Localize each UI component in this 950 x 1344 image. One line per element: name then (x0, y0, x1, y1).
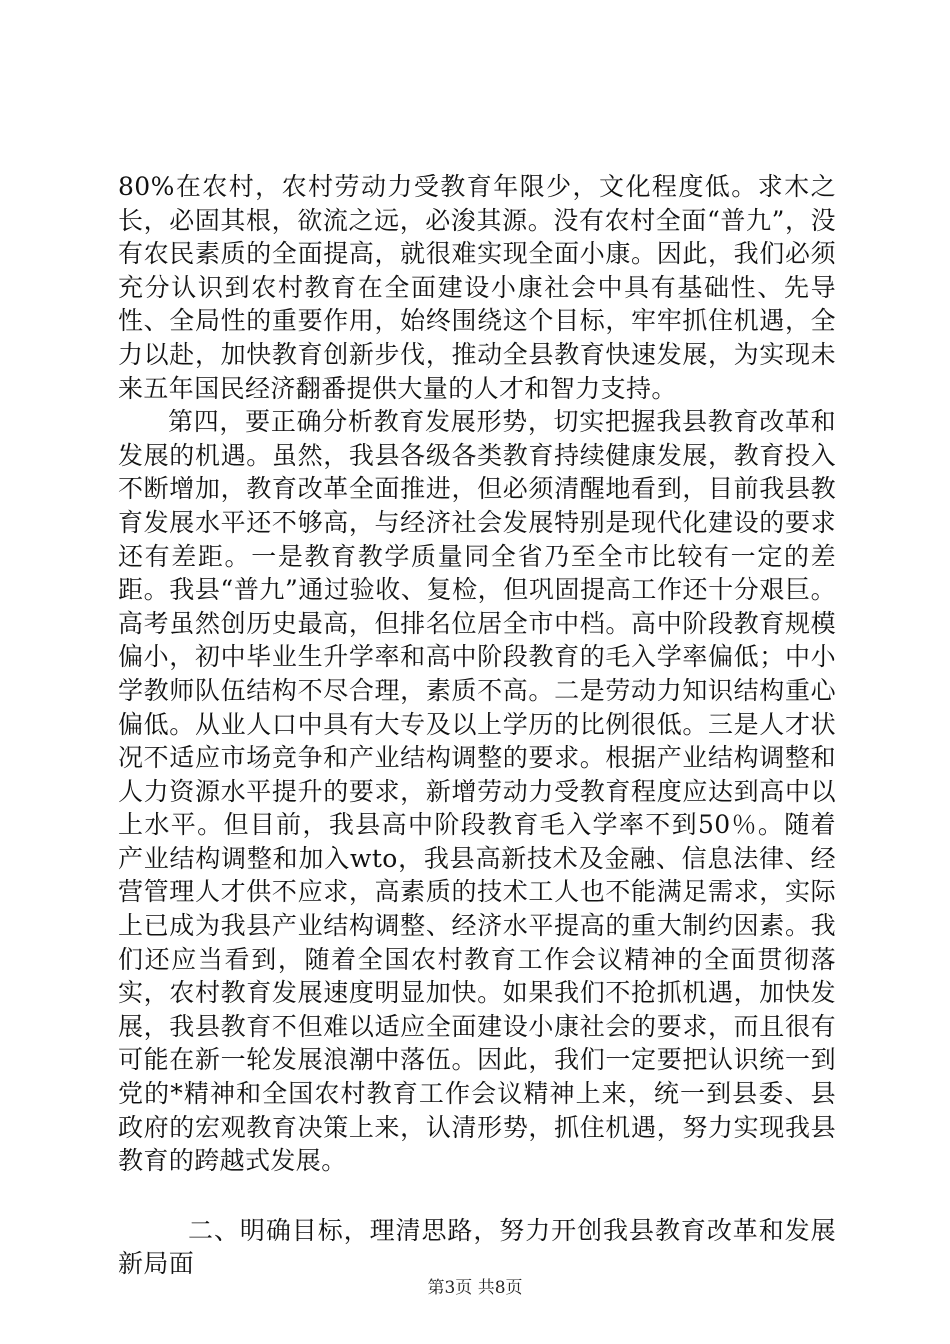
document-body (118, 170, 836, 1281)
paragraph-fourth-point: 第四，要正确分析教育发展形势，切实把握我县教育改革和发展的机遇。虽然，我县各级各类教育持续健康发展，教育投入不断增加，教育改革全面推进，但必须清醒地看到，目前我县教育发展水平还不够高，与经济社会发展特别是现代化建设的要求还有差距。一是教育教学质量同全省乃至全市比较有一定的差距。我县“普九”通过验收、复检，但巩固提高工作还十分艰巨。高考虽然创历史最高，但排名位居全市中档。高中阶段教育规模偏小，初中毕业生升学率和高中阶段教育的毛入学率偏低；中小学教师队伍结构不尽合理，素质不高。二是劳动力知识结构重心偏低。从业人口中具有大专及以上学历的比例很低。三是人才状况不适应市场竞争和产业结构调整的要求。根据产业结构调整和人力资源水平提升的要求，新增劳动力受教育程度应达到高中以上水平。但目前，我县高中阶段教育毛入学率不到50％。随着产业结构调整和加入wto，我县高新技术及金融、信息法律、经营管理人才供不应求，高素质的技术工人也不能满足需求，实际上已成为我县产业结构调整、经济水平提高的重大制约因素。我们还应当看到，随着全国农村教育工作会议精神的全面贯彻落实，农村教育发展速度明显加快。如果我们不抢抓机遇，加快发展，我县教育不但难以适应全面建设小康社会的要求，而且很有可能在新一轮发展浪潮中落伍。因此，我们一定要把认识统一到党的*精神和全国农村教育工作会议精神上来，统一到县委、县政府的宏观教育决策上来，认清形势，抓住机遇，努力实现我县教育的跨越式发展。 (118, 407, 836, 1176)
page-number-footer: 第3页 共8页 (427, 1278, 523, 1298)
paragraph-continued: 80%在农村，农村劳动力受教育年限少，文化程度低。求木之长，必固其根，欲流之远，必浚其源。没有农村全面“普九”，没有农民素质的全面提高，就很难实现全面小康。因此，我们必须充分认识到农村教育在全面建设小康社会中具有基础性、先导性、全局性的重要作用，始终围绕这个目标，牢牢抓住机遇，全力以赴，加快教育创新步伐，推动全县教育快速发展，为实现未来五年国民经济翻番提供大量的人才和智力支持。 (118, 172, 836, 403)
section-heading: 二、明确目标，理清思路，努力开创我县教育改革和发展新局面 (118, 1215, 836, 1279)
